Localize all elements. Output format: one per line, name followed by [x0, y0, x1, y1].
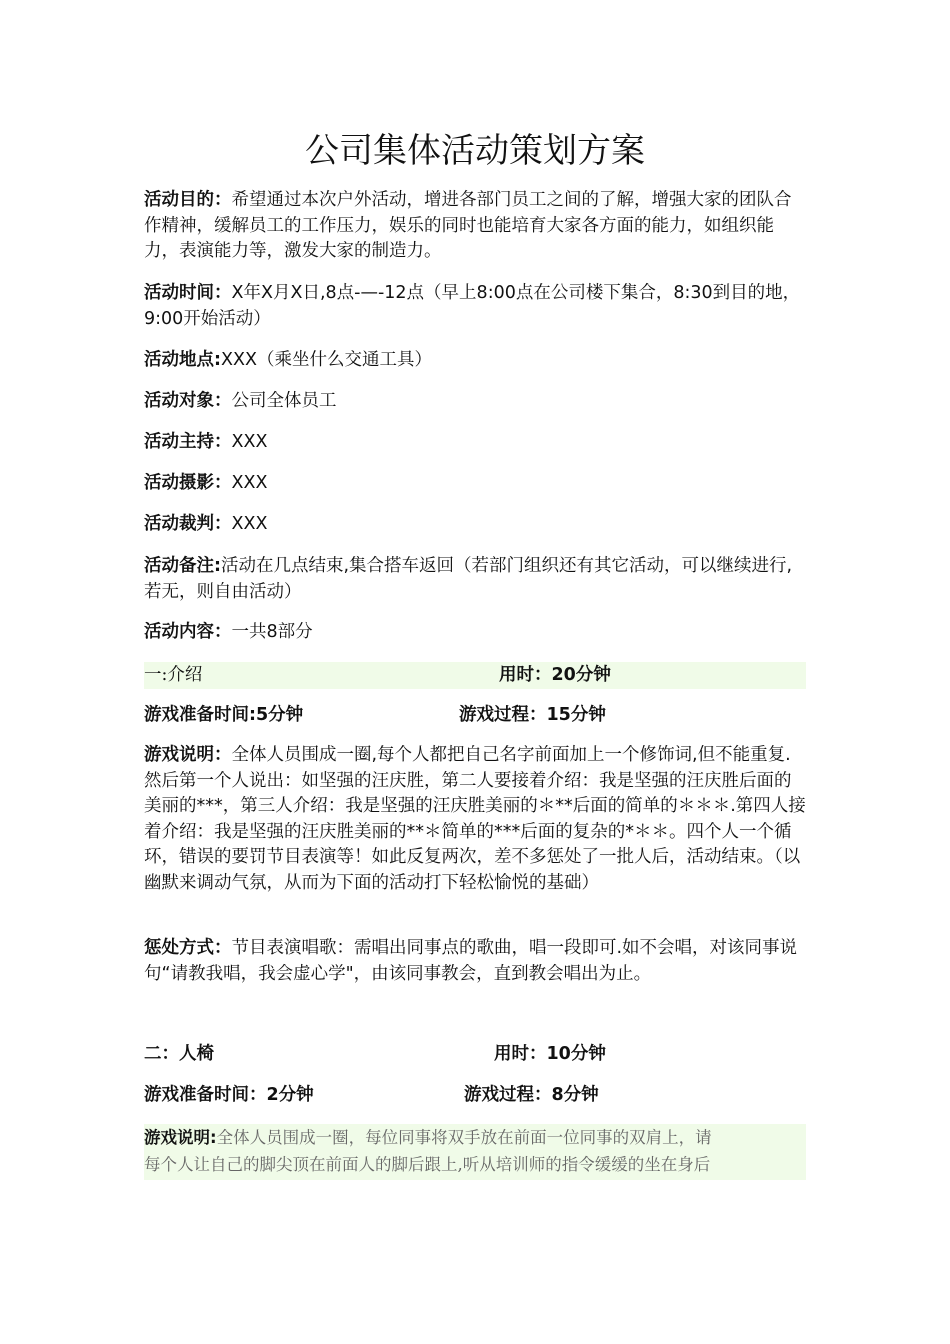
section1-penalty	[144, 936, 806, 987]
page-title: 公司集体活动策划方案	[305, 131, 645, 171]
judge-label: 活动裁判：	[144, 514, 232, 534]
section1-header	[144, 662, 806, 689]
section2-description	[144, 1124, 806, 1180]
target-text: 公司全体员工	[231, 391, 337, 411]
note-label: 活动备注:	[144, 556, 221, 576]
purpose-label: 活动目的：	[144, 190, 232, 210]
judge-text: XXX	[231, 514, 268, 534]
section1-prep-time: 游戏准备时间:5分钟	[144, 705, 304, 725]
section2-process-time: 游戏过程：8分钟	[464, 1085, 599, 1105]
purpose-text: 希望通过本次户外活动，增进各部门员工之间的了解，增强大家的团队合作精神，缓解员工的工作压力，娱乐的同时也能培育大家各方面的能力，如组织能力，表演能力等，激发大家的制造力。	[144, 190, 792, 261]
section2-desc-line1-text: 全体人员围成一圈，每位同事将双手放在前面一位同事的双肩上，请	[216, 1128, 712, 1147]
photo-text: XXX	[231, 473, 268, 493]
section1-name: 一:介绍	[144, 665, 203, 685]
place-label: 活动地点:	[144, 350, 221, 370]
host-label: 活动主持：	[144, 432, 232, 452]
purpose-paragraph	[144, 188, 806, 265]
section1-penalty-label: 惩处方式：	[144, 938, 232, 958]
section2-name: 二：人椅	[144, 1044, 214, 1064]
place-paragraph	[144, 348, 806, 374]
section2-desc-line2: 每个人让自己的脚尖顶在前面人的脚后跟上,听从培训师的指令缓缓的坐在身后	[144, 1155, 711, 1174]
content-paragraph	[144, 620, 806, 646]
host-paragraph	[144, 430, 806, 456]
photo-label: 活动摄影：	[144, 473, 232, 493]
section2-header	[144, 1041, 806, 1068]
judge-paragraph	[144, 512, 806, 538]
content-text: 一共8部分	[231, 622, 313, 642]
place-text: XXX（乘坐什么交通工具）	[221, 350, 432, 370]
section2-times	[144, 1082, 806, 1109]
time-paragraph	[144, 281, 806, 332]
note-text: 活动在几点结束,集合搭车返回（若部门组织还有其它活动，可以继续进行,若无，则自由活动）	[144, 556, 793, 602]
content-label: 活动内容：	[144, 622, 232, 642]
photo-paragraph	[144, 471, 806, 497]
section1-desc-label: 游戏说明：	[144, 745, 232, 765]
time-label: 活动时间：	[144, 283, 232, 303]
note-paragraph	[144, 554, 806, 605]
section1-process-time: 游戏过程：15分钟	[459, 705, 606, 725]
section2-prep-time: 游戏准备时间：2分钟	[144, 1085, 314, 1105]
host-text: XXX	[231, 432, 268, 452]
section2-duration: 用时：10分钟	[494, 1044, 606, 1064]
section2-desc-line1	[144, 1124, 806, 1151]
time-text: X年X月X日,8点-—-12点（早上8:00点在公司楼下集合，8:30到目的地，9:00开始活动）	[144, 283, 801, 329]
section1-desc-text: 全体人员围成一圈,每个人都把自己名字前面加上一个修饰词,但不能重复.然后第一个人说出：如坚强的汪庆胜，第二人要接着介绍：我是坚强的汪庆胜后面的美丽的***，第三人介绍：我是坚强的汪庆胜美丽的＊**后面的简单的＊＊＊.第四人接着介绍：我是坚强的汪庆胜美丽的**＊简单的***后面的复杂的*＊＊。四个人一个循环，错误的要罚节目表演等！如此反复两次，差不多惩处了一批人后，活动结束。（以幽默来调动气氛，从而为下面的活动打下轻松愉悦的基础）	[144, 745, 806, 893]
target-paragraph	[144, 389, 806, 415]
section1-description	[144, 743, 806, 896]
section1-penalty-text: 节目表演唱歌：需唱出同事点的歌曲，唱一段即可.如不会唱，对该同事说句“请教我唱，我会虚心学"，由该同事教会，直到教会唱出为止。	[144, 938, 798, 984]
section1-duration: 用时：20分钟	[499, 665, 611, 685]
section2-desc-label: 游戏说明:	[144, 1128, 217, 1147]
section1-times	[144, 702, 806, 729]
target-label: 活动对象：	[144, 391, 232, 411]
